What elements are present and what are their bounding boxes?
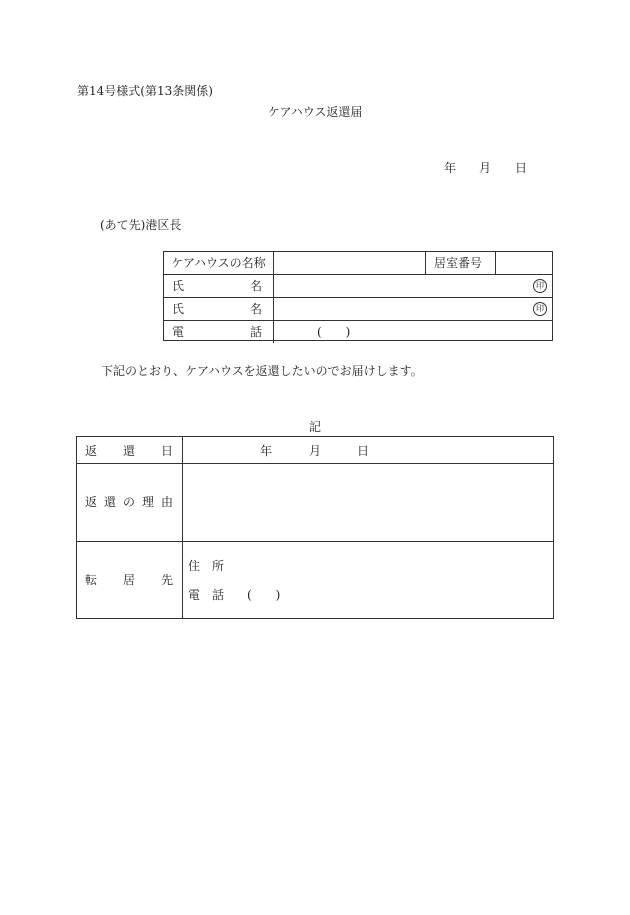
new-residence-phone-label: 電 話	[188, 588, 225, 602]
new-residence-phone-parens: ( )	[247, 588, 281, 602]
name-label-char: 氏	[172, 302, 185, 316]
room-number-field[interactable]	[496, 252, 552, 274]
applicant-table	[163, 251, 553, 341]
return-date-label	[85, 445, 173, 457]
name-row-2	[164, 298, 552, 321]
name-label-2	[172, 303, 262, 315]
name-label-char: 名	[249, 279, 262, 293]
new-residence-field[interactable]	[183, 542, 553, 618]
label-char: 先	[160, 573, 173, 587]
label-char: の	[122, 495, 135, 509]
facility-name-label: ケアハウスの名称	[171, 256, 266, 270]
date-year-label: 年	[444, 161, 457, 175]
facility-row	[164, 252, 552, 275]
new-residence-label	[85, 574, 173, 586]
name-field-1[interactable]	[274, 275, 552, 297]
date-month-label: 月	[479, 161, 492, 175]
name-label-1	[172, 280, 262, 292]
statement: 下記のとおり、ケアハウスを返還したいのでお届けします。	[101, 364, 423, 378]
return-date-day: 日	[357, 444, 370, 458]
phone-label-char: 電	[172, 325, 185, 339]
date-day-label: 日	[515, 161, 528, 175]
phone-label-char: 話	[249, 325, 262, 339]
label-char: 転	[85, 573, 98, 587]
name-label-char: 氏	[172, 279, 185, 293]
label-char: 還	[103, 495, 116, 509]
label-char: 返	[85, 444, 98, 458]
label-char: 還	[122, 444, 135, 458]
phone-field[interactable]	[274, 321, 552, 343]
label-char: 由	[160, 495, 173, 509]
addressee: (あて先)港区長	[100, 218, 182, 232]
details-table	[76, 436, 554, 619]
label-char: 日	[160, 444, 173, 458]
label-char: 居	[122, 573, 135, 587]
reason-field[interactable]	[183, 464, 553, 541]
phone-label	[172, 326, 262, 338]
document-title: ケアハウス返還届	[267, 105, 363, 119]
phone-row	[164, 321, 552, 343]
return-date-field[interactable]	[183, 437, 553, 463]
room-number-label: 居室番号	[434, 256, 483, 270]
name-row-1	[164, 275, 552, 298]
label-char: 返	[85, 495, 98, 509]
return-date-year: 年	[260, 444, 273, 458]
ki-heading: 記	[308, 420, 321, 434]
name-field-2[interactable]	[274, 298, 552, 320]
return-date-month: 月	[309, 444, 322, 458]
form-number: 第14号様式(第13条関係)	[77, 84, 213, 98]
label-char: 理	[141, 495, 154, 509]
facility-name-field[interactable]	[274, 252, 425, 274]
name-label-char: 名	[249, 302, 262, 316]
seal-mark: 印	[533, 279, 547, 293]
reason-label	[85, 496, 173, 508]
address-label: 住 所	[188, 559, 225, 573]
phone-parens: ( )	[317, 325, 351, 339]
seal-mark: 印	[533, 302, 547, 316]
